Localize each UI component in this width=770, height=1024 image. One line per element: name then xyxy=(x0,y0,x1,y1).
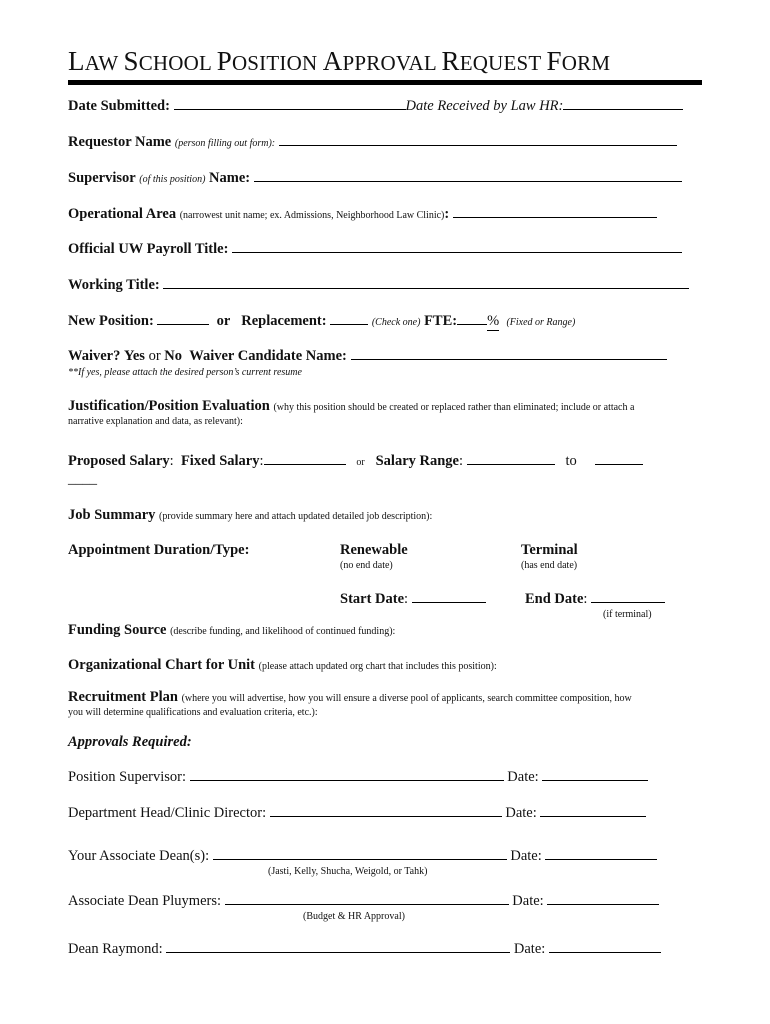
operational-area-hint: (narrowest unit name; ex. Admissions, Neighborhood Law Clinic) xyxy=(179,210,445,221)
salary-trailing-line: ____ xyxy=(68,471,97,487)
fixed-salary-colon: : xyxy=(259,453,264,469)
operational-area-row xyxy=(68,206,657,223)
requestor-row xyxy=(68,134,677,151)
salary-range-to-field[interactable] xyxy=(595,464,643,465)
justification-label: Justification/Position Evaluation xyxy=(68,398,270,414)
working-title-label: Working Title: xyxy=(68,277,160,293)
recruitment-hint-2: you will determine qualifications and evaluation criteria, etc.): xyxy=(68,707,318,718)
date-received-label: Date Received by Law HR: xyxy=(405,98,564,114)
budget-hr-hint: (Budget & HR Approval) xyxy=(303,911,405,922)
dean-raymond-signature[interactable] xyxy=(166,952,510,953)
payroll-title-label: Official UW Payroll Title: xyxy=(68,241,229,257)
fixed-salary-label: Fixed Salary xyxy=(180,453,260,469)
justification-row xyxy=(68,398,634,415)
working-title-field[interactable] xyxy=(163,288,689,289)
payroll-title-row xyxy=(68,241,682,258)
new-position-field[interactable] xyxy=(157,324,209,325)
assoc-dean-date-label: Date: xyxy=(510,848,542,864)
start-date-row xyxy=(340,591,486,608)
start-date-field[interactable] xyxy=(412,602,486,603)
assoc-dean-signature[interactable] xyxy=(213,859,507,860)
operational-colon: : xyxy=(444,206,450,222)
position-supervisor-row xyxy=(68,769,648,786)
end-date-row xyxy=(525,591,665,608)
start-date-label: Start Date xyxy=(340,591,405,607)
renewable-option[interactable]: Renewable xyxy=(340,542,408,558)
waiver-no-option[interactable]: No xyxy=(164,348,183,364)
dean-raymond-row xyxy=(68,941,661,958)
salary-or: or xyxy=(356,457,365,468)
operational-area-label: Operational Area xyxy=(68,206,177,222)
check-one-hint: (Check one) xyxy=(371,317,421,328)
appointment-label: Appointment Duration/Type: xyxy=(68,542,250,558)
replacement-field[interactable] xyxy=(330,324,368,325)
salary-range-from-field[interactable] xyxy=(467,464,555,465)
position-type-row xyxy=(68,313,575,331)
new-position-label: New Position: xyxy=(68,313,154,329)
salary-range-colon: : xyxy=(458,453,464,469)
requestor-field[interactable] xyxy=(279,145,677,146)
recruitment-hint-1: (where you will advertise, how you will ensure a diverse pool of applicants, search committee composition, how xyxy=(181,693,632,704)
date-submitted-row xyxy=(68,98,683,115)
supervisor-name-field[interactable] xyxy=(254,181,682,182)
assoc-dean-names-hint: (Jasti, Kelly, Shucha, Weigold, or Tahk) xyxy=(268,866,428,877)
assoc-dean-pluymers-row xyxy=(68,893,659,910)
fte-field[interactable] xyxy=(457,324,487,325)
end-date-label: End Date xyxy=(525,591,584,607)
assoc-dean-row xyxy=(68,848,657,865)
funding-source-row xyxy=(68,622,395,639)
or-label: or xyxy=(216,313,231,329)
recruitment-plan-label: Recruitment Plan xyxy=(68,689,178,705)
no-end-date-hint: (no end date) xyxy=(340,560,393,571)
date-submitted-label: Date Submitted: xyxy=(68,98,170,114)
justification-hint-1: (why this position should be created or replaced rather than eliminated; include or attach a xyxy=(273,402,635,413)
terminal-option[interactable]: Terminal xyxy=(521,542,578,558)
assoc-dean-date-field[interactable] xyxy=(545,859,657,860)
waiver-note: **If yes, please attach the desired person’s current resume xyxy=(68,367,302,378)
title-rule xyxy=(68,80,702,85)
supervisor-label: Supervisor xyxy=(68,170,136,186)
salary-colon: : xyxy=(169,453,174,469)
operational-area-field[interactable] xyxy=(453,217,657,218)
supervisor-row xyxy=(68,170,682,187)
position-supervisor-date-label: Date: xyxy=(507,769,539,785)
replacement-label: Replacement: xyxy=(241,313,327,329)
proposed-salary-label: Proposed Salary xyxy=(68,453,170,469)
waiver-candidate-label: Waiver Candidate Name: xyxy=(189,348,347,364)
org-chart-hint: (please attach updated org chart that includes this position): xyxy=(258,661,497,672)
percent-sign: % xyxy=(487,313,500,329)
working-title-row xyxy=(68,277,689,294)
job-summary-label: Job Summary xyxy=(68,507,156,523)
dept-head-signature[interactable] xyxy=(270,816,502,817)
waiver-or: or xyxy=(148,348,161,364)
dept-head-row xyxy=(68,805,646,822)
org-chart-label: Organizational Chart for Unit xyxy=(68,657,256,673)
approvals-heading: Approvals Required: xyxy=(68,734,192,750)
salary-range-label: Salary Range xyxy=(375,453,459,469)
assoc-dean-pluymers-date-label: Date: xyxy=(512,893,544,909)
dean-raymond-date-label: Date: xyxy=(513,941,546,957)
dept-head-date-field[interactable] xyxy=(540,816,646,817)
has-end-date-hint: (has end date) xyxy=(521,560,578,571)
end-date-field[interactable] xyxy=(591,602,665,603)
assoc-dean-label: Your Associate Dean(s): xyxy=(68,848,210,864)
form-title: LAW SCHOOL POSITION APPROVAL REQUEST FORM xyxy=(68,46,611,76)
org-chart-row xyxy=(68,657,497,674)
dean-raymond-label: Dean Raymond: xyxy=(68,941,163,957)
position-supervisor-signature[interactable] xyxy=(190,780,504,781)
waiver-row xyxy=(68,348,667,365)
payroll-title-field[interactable] xyxy=(232,252,682,253)
if-terminal-hint: (if terminal) xyxy=(603,609,652,620)
justification-hint-2: narrative explanation and data, as relevant): xyxy=(68,416,243,427)
waiver-yes-option[interactable]: Yes xyxy=(123,348,145,364)
job-summary-row xyxy=(68,507,432,524)
dean-raymond-date-field[interactable] xyxy=(549,952,661,953)
end-date-colon: : xyxy=(583,591,588,607)
salary-row xyxy=(68,453,643,470)
position-supervisor-date-field[interactable] xyxy=(542,780,648,781)
position-supervisor-label: Position Supervisor: xyxy=(68,769,187,785)
date-received-field[interactable] xyxy=(563,109,683,110)
requestor-label: Requestor Name xyxy=(68,134,172,150)
recruitment-plan-row xyxy=(68,689,632,706)
fixed-or-range-hint: (Fixed or Range) xyxy=(506,317,576,328)
funding-source-hint: (describe funding, and likelihood of continued funding): xyxy=(170,626,396,637)
dept-head-label: Department Head/Clinic Director: xyxy=(68,805,267,821)
fte-label: FTE: xyxy=(424,313,458,329)
fixed-salary-field[interactable] xyxy=(264,464,346,465)
date-submitted-field[interactable] xyxy=(174,109,406,110)
supervisor-hint: (of this position) xyxy=(139,174,206,185)
waiver-question: Waiver? xyxy=(68,348,121,364)
assoc-dean-pluymers-signature[interactable] xyxy=(225,904,509,905)
salary-to: to xyxy=(565,453,577,469)
dept-head-date-label: Date: xyxy=(505,805,537,821)
job-summary-hint: (provide summary here and attach updated detailed job description): xyxy=(159,511,433,522)
start-date-colon: : xyxy=(404,591,409,607)
requestor-hint: (person filling out form): xyxy=(174,138,276,149)
assoc-dean-pluymers-label: Associate Dean Pluymers: xyxy=(68,893,222,909)
supervisor-name-label: Name: xyxy=(209,170,251,186)
funding-source-label: Funding Source xyxy=(68,622,167,638)
waiver-candidate-field[interactable] xyxy=(351,359,667,360)
assoc-dean-pluymers-date-field[interactable] xyxy=(547,904,659,905)
